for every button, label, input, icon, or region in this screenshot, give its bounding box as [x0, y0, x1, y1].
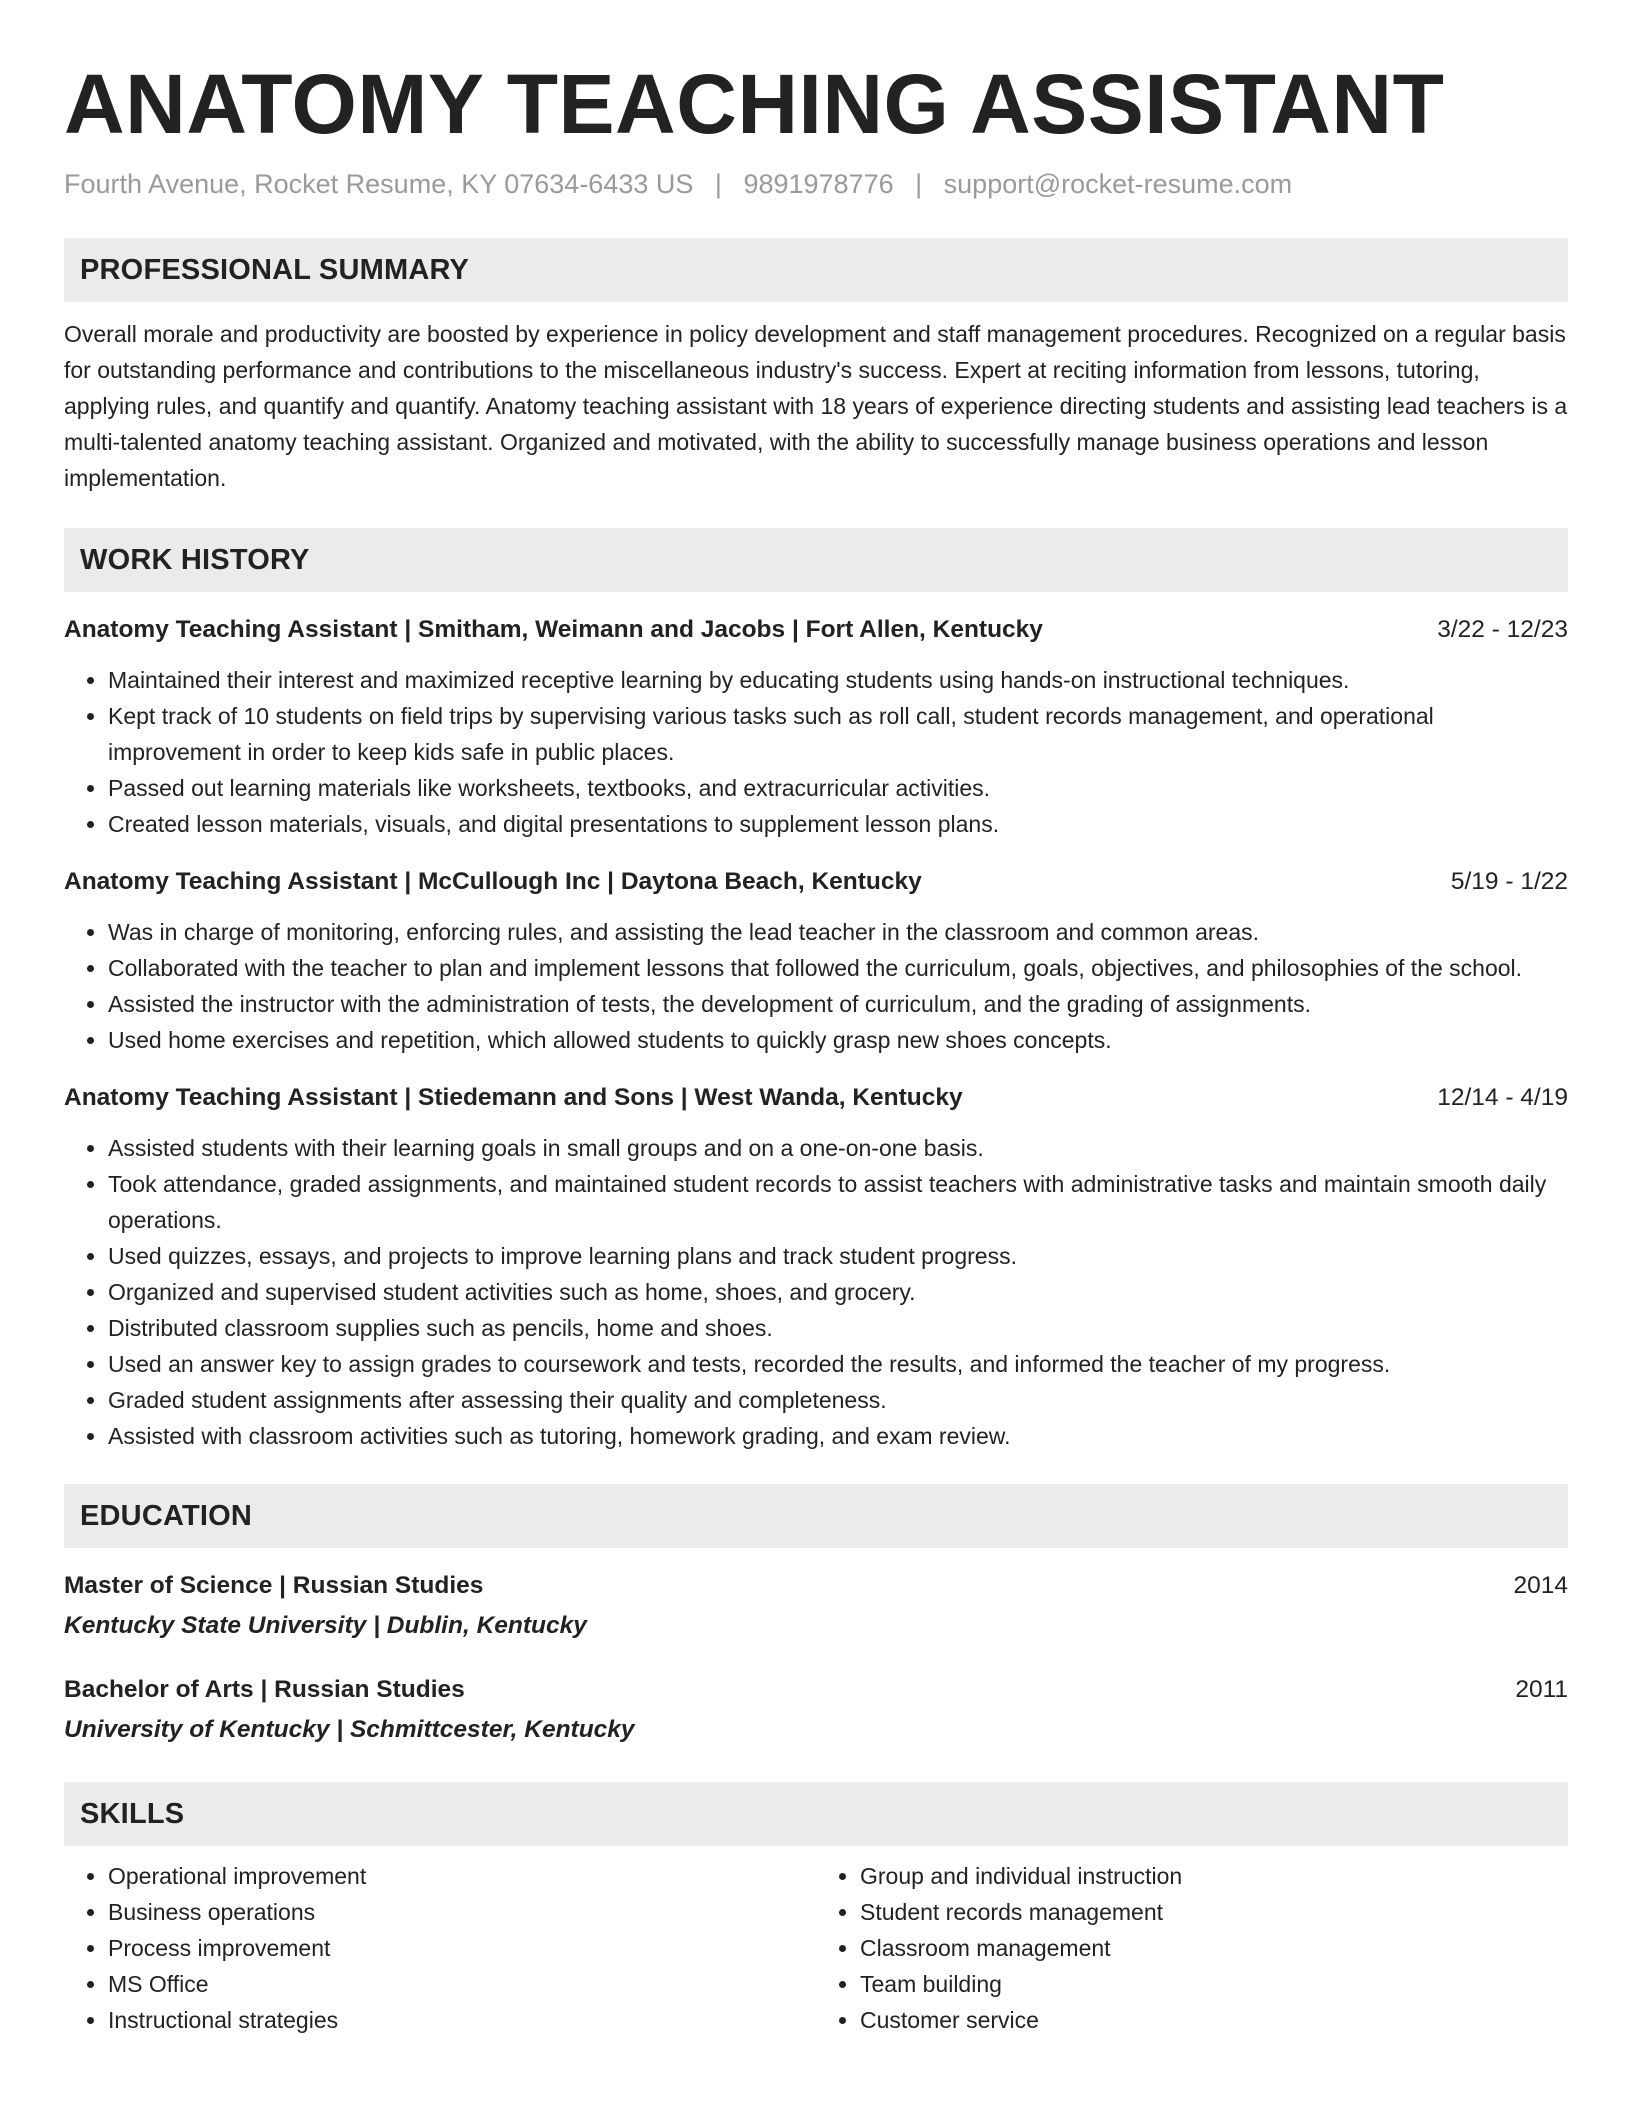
skills-column-left	[64, 1858, 816, 2038]
job-dates: 3/22 - 12/23	[1437, 616, 1568, 643]
job-bullet: • Assisted students with their learning goals in small groups and on a one-on-one basis.	[108, 1130, 1568, 1166]
job-header	[64, 1080, 1568, 1116]
job-title: Anatomy Teaching Assistant | Stiedemann and Sons | West Wanda, Kentucky	[64, 1084, 963, 1111]
job-header	[64, 612, 1568, 648]
job-bullets	[64, 662, 1568, 842]
section-heading-work-history: WORK HISTORY	[64, 528, 1568, 592]
job-bullet: • Used quizzes, essays, and projects to improve learning plans and track student progress.	[108, 1238, 1568, 1274]
skill-item: • Customer service	[860, 2002, 1568, 2038]
skill-item: • Instructional strategies	[108, 2002, 816, 2038]
job-bullets	[64, 1130, 1568, 1454]
education-entry	[64, 1672, 1568, 1748]
job-bullet: • Created lesson materials, visuals, and digital presentations to supplement lesson plans.	[108, 806, 1568, 842]
contact-address: Fourth Avenue, Rocket Resume, KY 07634-6433 US	[64, 169, 694, 199]
job-bullet: • Was in charge of monitoring, enforcing rules, and assisting the lead teacher in the classroom and common areas.	[108, 914, 1568, 950]
education-entry	[64, 1568, 1568, 1644]
skill-item: • Group and individual instruction	[860, 1858, 1568, 1894]
job-bullets	[64, 914, 1568, 1058]
job-entry	[64, 1080, 1568, 1454]
education-year: 2014	[1513, 1572, 1568, 1599]
job-bullet: • Took attendance, graded assignments, and maintained student records to assist teachers with administrative tasks and maintain smooth daily operations.	[108, 1166, 1568, 1238]
education-year: 2011	[1515, 1676, 1568, 1703]
contact-separator: |	[915, 169, 923, 199]
job-bullet: • Distributed classroom supplies such as pencils, home and shoes.	[108, 1310, 1568, 1346]
job-dates: 12/14 - 4/19	[1437, 1084, 1568, 1111]
job-bullet: • Organized and supervised student activities such as home, shoes, and grocery.	[108, 1274, 1568, 1310]
skill-item: • Team building	[860, 1966, 1568, 2002]
skill-item: • Operational improvement	[108, 1858, 816, 1894]
skill-item: • Classroom management	[860, 1930, 1568, 1966]
job-bullet: • Assisted the instructor with the administration of tests, the development of curriculum, and the grading of assignments.	[108, 986, 1568, 1022]
skill-item: • Business operations	[108, 1894, 816, 1930]
job-bullet: • Used home exercises and repetition, which allowed students to quickly grasp new shoes concepts.	[108, 1022, 1568, 1058]
skill-item: • MS Office	[108, 1966, 816, 2002]
job-title: Anatomy Teaching Assistant | Smitham, Weimann and Jacobs | Fort Allen, Kentucky	[64, 616, 1043, 643]
education-school: Kentucky State University | Dublin, Kentucky	[64, 1612, 587, 1639]
job-bullet: • Collaborated with the teacher to plan and implement lessons that followed the curriculum, goals, objectives, and philosophies of the school.	[108, 950, 1568, 986]
education-degree: Bachelor of Arts | Russian Studies	[64, 1676, 465, 1703]
job-bullet: • Used an answer key to assign grades to coursework and tests, recorded the results, and informed the teacher of my progress.	[108, 1346, 1568, 1382]
skill-item: • Process improvement	[108, 1930, 816, 1966]
job-bullet: • Kept track of 10 students on field trips by supervising various tasks such as roll call, student records management, and operational improvement in order to keep kids safe in public places.	[108, 698, 1568, 770]
contact-separator: |	[714, 169, 722, 199]
job-title: Anatomy Teaching Assistant | McCullough Inc | Daytona Beach, Kentucky	[64, 868, 922, 895]
contact-phone: 9891978776	[743, 169, 894, 199]
education-degree: Master of Science | Russian Studies	[64, 1572, 484, 1599]
education-school: University of Kentucky | Schmittcester, Kentucky	[64, 1716, 635, 1743]
job-entry	[64, 864, 1568, 1058]
summary-text: Overall morale and productivity are boosted by experience in policy development and staff management procedures. Recognized on a regular basis for outstanding performance and contributions to the miscellaneous industry's success. Expert at reciting information from lessons, tutoring, applying rules, and quantify and quantify. Anatomy teaching assistant with 18 years of experience directing students and assisting lead teachers is a multi-talented anatomy teaching assistant. Organized and motivated, with the ability to successfully manage business operations and lesson implementation.	[64, 321, 1568, 491]
skill-item: • Student records management	[860, 1894, 1568, 1930]
section-heading-education: EDUCATION	[64, 1484, 1568, 1548]
candidate-name: ANATOMY TEACHING ASSISTANT	[64, 57, 1445, 151]
job-header	[64, 864, 1568, 900]
education-header	[64, 1568, 1568, 1604]
job-bullet: • Assisted with classroom activities such as tutoring, homework grading, and exam review.	[108, 1418, 1568, 1454]
job-dates: 5/19 - 1/22	[1450, 868, 1568, 895]
section-heading-summary: PROFESSIONAL SUMMARY	[64, 238, 1568, 302]
job-bullet: • Maintained their interest and maximized receptive learning by educating students using hands-on instructional techniques.	[108, 662, 1568, 698]
job-bullet: • Passed out learning materials like worksheets, textbooks, and extracurricular activities.	[108, 770, 1568, 806]
job-bullet: • Graded student assignments after assessing their quality and completeness.	[108, 1382, 1568, 1418]
education-header	[64, 1672, 1568, 1708]
section-heading-skills: SKILLS	[64, 1782, 1568, 1846]
contact-email: support@rocket-resume.com	[943, 169, 1293, 199]
job-entry	[64, 612, 1568, 842]
contact-line	[64, 166, 1568, 202]
skills-list	[64, 1858, 1568, 2038]
skills-column-right	[816, 1858, 1568, 2038]
